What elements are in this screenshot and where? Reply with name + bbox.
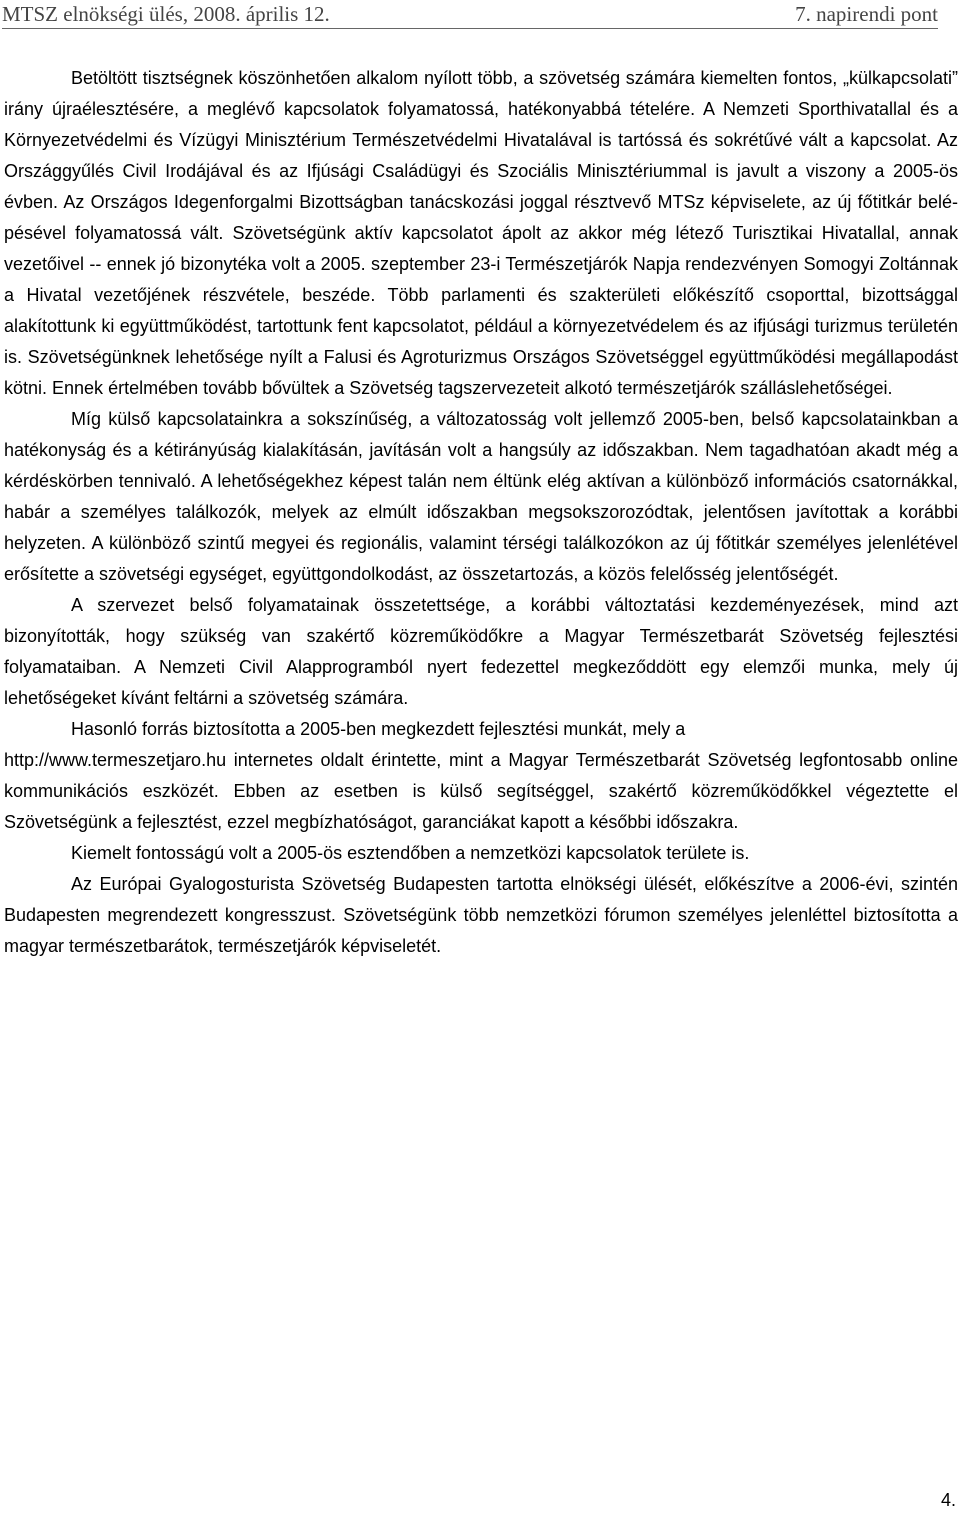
paragraph-organizational-development: A szervezet belső folyamatainak összetettsége, a korábbi változtatási kezdeményezések, mind azt bizonyították, hogy szükség van szakértő közreműködőkre a Magyar Természetbarát Szövetség fejlesztési folyamataiban. A Nemzeti Civil Alapprogramból nyert fedezettel megkeződdött egy elemzői munka, mely új lehetőségeket kívánt feltárni a szövetség számára. — [4, 595, 958, 708]
paragraph-international-intro: Kiemelt fontosságú volt a 2005-ös esztendőben a nemzetközi kapcsolatok területe is. — [71, 843, 750, 863]
paragraph-european-ramblers: Az Európai Gyalogosturista Szövetség Budapesten tartotta elnökségi ülését, előkészítve a 2006-évi, szintén Budapesten megrendezett kongresszust. Szövetségünk több nemzetközi fórumon személyes jelenléttel biztosította a magyar természetbarátok, természetjárók képviseletét. — [4, 874, 958, 956]
header-title: MTSZ elnökségi ülés, 2008. április 12. — [2, 2, 330, 26]
paragraph-web-development-intro: Hasonló forrás biztosította a 2005-ben megkezdett fejlesztési munkát, mely a — [71, 719, 686, 739]
header-divider — [2, 28, 938, 29]
page-number: 4. — [940, 1490, 956, 1510]
paragraph-website: http://www.termeszetjaro.hu internetes oldalt érintette, mint a Magyar Természetbarát Szövetség legfontosabb online kommunikációs eszközét. Ebben az esetben is külső segítséggel, szakértő közreműködőkkel végeztette el Szövetségünk a fejlesztést, ezzel megbízhatóságot, garanciákat kapott a későbbi időszakra. — [4, 750, 958, 832]
document-body — [4, 63, 958, 962]
page-header — [2, 0, 938, 30]
paragraph-internal-relations: Míg külső kapcsolatainkra a sokszínűség, a változatosság volt jellemző 2005-ben, belső kapcsolatainkban a hatékonyság és a kétirányúság kialakításán, javításán volt a hangsúly az időszakban. Nem tagadhatóan akadt még a kérdéskörben tennivaló. A lehetőségekhez képest talán nem éltünk elég aktívan a különböző információs csatornákkal, habár a személyes találkozók, melyek az elmúlt időszakban megsokszorozódtak, jelentősen javítottak a korábbi helyzeten. A különböző szintű megyei és regionális, valamint térségi találkozókon az új főtitkár személyes jelenlétével erősítette a szövetségi egységet, együttgondolkodást, az összetartozás, a közös felelősség jelentőségét. — [4, 409, 958, 584]
header-agenda-item: 7. napirendi pont — [795, 2, 938, 26]
paragraph-external-relations: Betöltött tisztségnek köszönhetően alkalom nyílott több, a szövetség számára kiemelten fontos, „külkapcsolati” irány újraélesztésére, a meglévő kapcsolatok folyamatossá, hatékonyabbá tételére. A Nemzeti Sporthivatallal és a Környezetvédelmi és Vízügyi Minisztérium Természetvédelmi Hivatalával is tartóssá és sokrétűvé vált a kapcsolat. Az Országgyűlés Civil Irodájával és az Ifjúsági Családügyi és Szociális Minisztériummal is javult a viszony a 2005-ös évben. Az Országos Idegenforgalmi Bizottságban tanácskozási joggal résztvevő MTSz képviselete, az új főtitkár belépésével folyamatossá vált. Szövetségünk aktív kapcsolatot ápolt az akkor még létező Turisztikai Hivatallal, annak vezetőivel -- ennek jó bizonytéka volt a 2005. szeptember 23-i Természetjárók Napja rendezvényen Somogyi Zoltánnak a Hivatal vezetőjének részvétele, beszéde. Több parlamenti és szakterületi előkészítő csoporttal, bizottsággal alakítottunk ki együttműködést, tartottunk fent kapcsolatot, például a környezetvédelem és az ifjúsági turizmus területén is. Szövetségünknek lehetősége nyílt a Falusi és Agroturizmus Országos Szövetséggel együttműködési megállapodást kötni. Ennek értelmében tovább bővültek a Szövetség tagszervezeteit alkotó természetjárók szálláslehetőségei. — [4, 68, 958, 398]
